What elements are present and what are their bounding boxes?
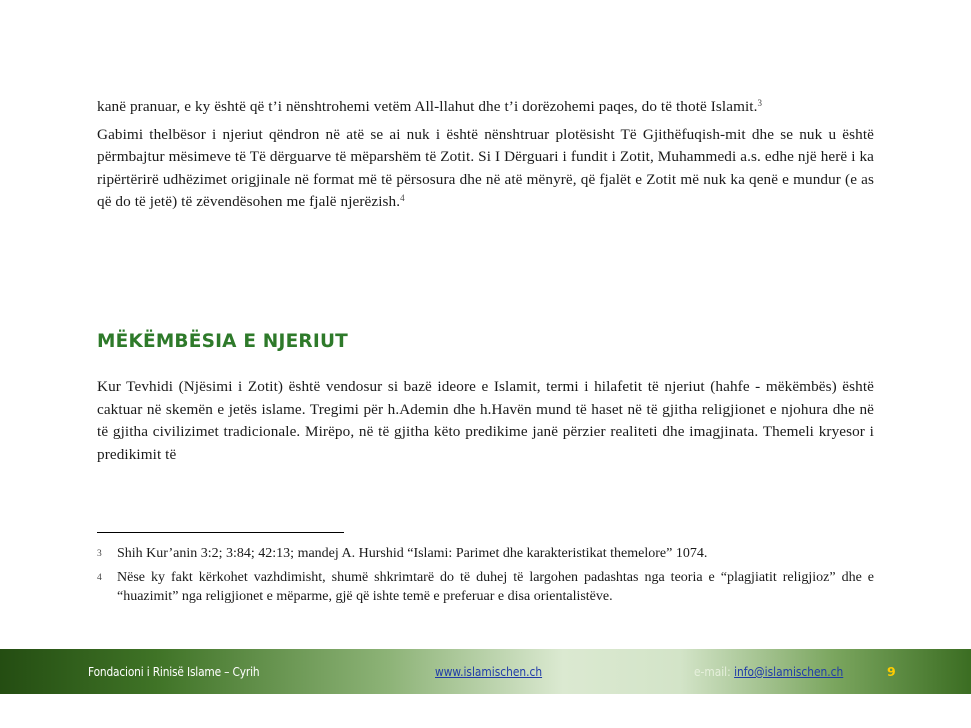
page-footer	[0, 649, 971, 694]
paragraph-2-text: Gabimi thelbësor i njeriut qëndron në atë se ai nuk i është nënshtruar plotësisht Të Gjithëfuqish-mit dhe se nuk u është përmbajtur mësimeve të Të dërguarve të mëparshëm të Zotit. Si I Dërguari i fundit i Zotit, Muhammedi a.s. edhe një herë i ka ripërtërirë udhëzimet origjinale në format më të përsosura dhe në atë mënyrë, që fjalët e Zotit më nuk ka qenë e mundur (e as që do të jetë) të zëvendësohen me fjalë njerëzish.	[97, 125, 874, 210]
footnote-divider	[97, 532, 344, 533]
footnote-text: Nëse ky fakt kërkohet vazhdimisht, shumë shkrimtarë do të duhej të largohen padashtas nga teoria e “plagjiatit religjioz” dhe e “huazimit” nga religjionet e mëparme, gjë që ishte temë e preferuar e disa orientalistëve.	[117, 569, 874, 604]
footer-email-link[interactable]: info@islamischen.ch	[734, 664, 844, 679]
footnotes	[97, 544, 874, 610]
paragraph-1	[97, 96, 874, 119]
body-text	[97, 96, 874, 219]
paragraph-2	[97, 124, 874, 214]
footnote-item	[97, 544, 874, 565]
footnote-number: 3	[97, 549, 102, 559]
footer-email-label: e-mail:	[694, 664, 735, 679]
section-heading: MËKËMBËSIA E NJERIUT	[97, 331, 348, 352]
footer-organization: Fondacioni i Rinisë Islame – Cyrih	[88, 664, 260, 679]
paragraph-3: Kur Tevhidi (Njësimi i Zotit) është vendosur si bazë ideore e Islamit, termi i hilafetit të njeriut (hahfe - mëkëmbës) është caktuar në skemën e jetës islame. Tregimi për h.Ademin dhe h.Havën mund të haset në të gjitha religjionet e njohura dhe në të gjitha civilizimet tradicionale. Mirëpo, në të gjitha këto predikime janë përzier realiteti dhe imagjinata. Themeli kryesor i predikimit të	[97, 378, 874, 463]
footnote-item	[97, 568, 874, 607]
footer-email	[694, 664, 843, 679]
paragraph-1-text: kanë pranuar, e ky është që t’i nënshtrohemi vetëm All-llahut dhe t’i dorëzohemi paqes, do të thotë Islamit.	[97, 98, 758, 115]
footnote-ref-3[interactable]: 3	[757, 98, 763, 108]
footnote-number: 4	[97, 572, 102, 583]
footnote-ref-4[interactable]: 4	[400, 193, 405, 203]
footnote-text: Shih Kur’anin 3:2; 3:84; 42:13; mandej A. Hurshid “Islami: Parimet dhe karakteristikat themelore” 1074.	[117, 546, 708, 561]
footer-website-link[interactable]: www.islamischen.ch	[435, 664, 543, 679]
page-number: 9	[887, 664, 896, 679]
